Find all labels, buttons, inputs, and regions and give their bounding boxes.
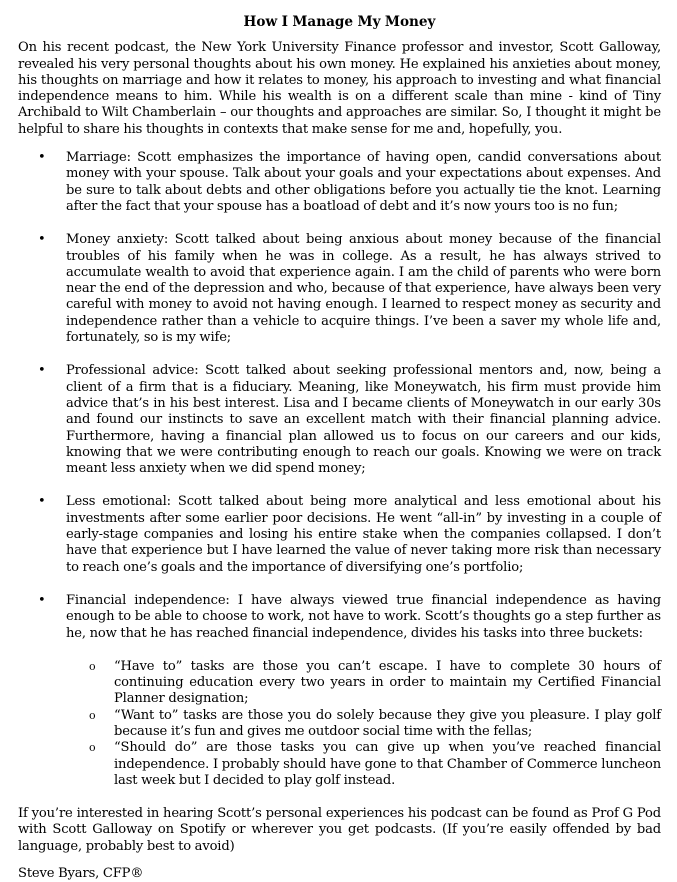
bullet-text: Money anxiety: Scott talked about being anxious about money because of the financial troubles of his family when he was in college. As a result, he has always strived to accumulate wealth to avoid that experience again. I am the child of parents who were born near the end of the depression and who, because of that experience, have always been very careful with money to avoid not having enough. I learned to respect money as security and independence rather than a vehicle to acquire things. I’ve been a saver my whole life and, fortunately, so is my wife;: [66, 232, 661, 346]
sub-bullet-marker: o: [89, 741, 96, 755]
bullet-marker: •: [38, 363, 46, 379]
bullet-item-financial-independence: [18, 593, 661, 789]
sub-bullet-item-want-to: [66, 708, 661, 741]
sub-bullet-item-should-do: [66, 740, 661, 789]
sub-bullet-list: [66, 659, 661, 789]
bullet-text: Marriage: Scott emphasizes the importance of having open, candid conversations about money with your spouse. Talk about your goals and your expectations about expenses. And be sure to talk about debts and other obligations before you actually tie the knot. Learning after the fact that your spouse has a boatload of debt and it’s now yours too is no fun;: [66, 150, 661, 214]
closing-paragraph: If you’re interested in hearing Scott’s personal experiences his podcast can be found as Prof G Pod with Scott Galloway on Spotify or wherever you get podcasts. (If you’re easily offended by bad language, probably best to avoid): [18, 806, 661, 854]
bullet-marker: •: [38, 150, 46, 166]
bullet-text: Less emotional: Scott talked about being more analytical and less emotional about his investments after some earlier poor decisions. He went “all-in” by investing in a couple of early-stage companies and losing his entire stake when the companies collapsed. I don’t have that experience but I have learned the value of never taking more risk than necessary to reach one’s goals and the importance of diversifying one’s portfolio;: [66, 494, 661, 575]
bullet-text: Financial independence: I have always viewed true financial independence as having enough to be able to choose to work, not have to work. Scott’s thoughts go a step further as he, now that he has reached financial independence, divides his tasks into three buckets:: [66, 592, 661, 641]
sub-bullet-item-have-to: [66, 659, 661, 708]
document-title: How I Manage My Money: [243, 14, 436, 30]
sub-bullet-text: “Want to” tasks are those you do solely because they give you pleasure. I play golf because it’s fun and gives me outdoor social time with the fellas;: [114, 707, 661, 739]
bullet-marker: •: [38, 494, 46, 510]
bullet-marker: •: [38, 592, 46, 608]
bullet-item-professional-advice: [18, 363, 661, 477]
bullet-item-marriage: [18, 150, 661, 215]
sub-bullet-text: “Have to” tasks are those you can’t escape. I have to complete 30 hours of continuing education every two years in order to maintain my Certified Financial Planner designation;: [114, 658, 661, 707]
bullet-item-less-emotional: [18, 494, 661, 575]
sub-bullet-text: “Should do” are those tasks you can give up when you’ve reached financial independence. I probably should have gone to that Chamber of Commerce luncheon last week but I decided to play golf instead.: [114, 740, 661, 788]
document-page: [18, 14, 661, 882]
intro-paragraph: On his recent podcast, the New York University Finance professor and investor, Scott Galloway, revealed his very personal thoughts about his own money. He explained his anxieties about money, his thoughts on marriage and how it relates to money, his approach to investing and what financial independence means to him. While his wealth is on a different scale than mine - kind of Tiny Archibald to Wilt Chamberlain – our thoughts and approaches are similar. So, I thought it might be helpful to share his thoughts in contexts that make sense for me and, hopefully, you.: [18, 40, 661, 137]
sub-bullet-marker: o: [89, 659, 96, 673]
bullet-text: Professional advice: Scott talked about seeking professional mentors and, now, being a client of a firm that is a fiduciary. Meaning, like Moneywatch, his firm must provide him advice that’s in his best interest. Lisa and I became clients of Moneywatch in our early 30s and found our instincts to save an excellent match with their financial planning advice. Furthermore, having a financial plan allowed us to focus on our careers and our kids, knowing that we were contributing enough to reach our goals. Knowing we were on track meant less anxiety when we did spend money;: [66, 363, 661, 477]
bullet-item-money-anxiety: [18, 232, 661, 346]
signature: Steve Byars, CFP®: [18, 866, 144, 882]
bullet-list: [18, 150, 661, 789]
bullet-marker: •: [38, 232, 46, 248]
sub-bullet-marker: o: [89, 708, 96, 722]
